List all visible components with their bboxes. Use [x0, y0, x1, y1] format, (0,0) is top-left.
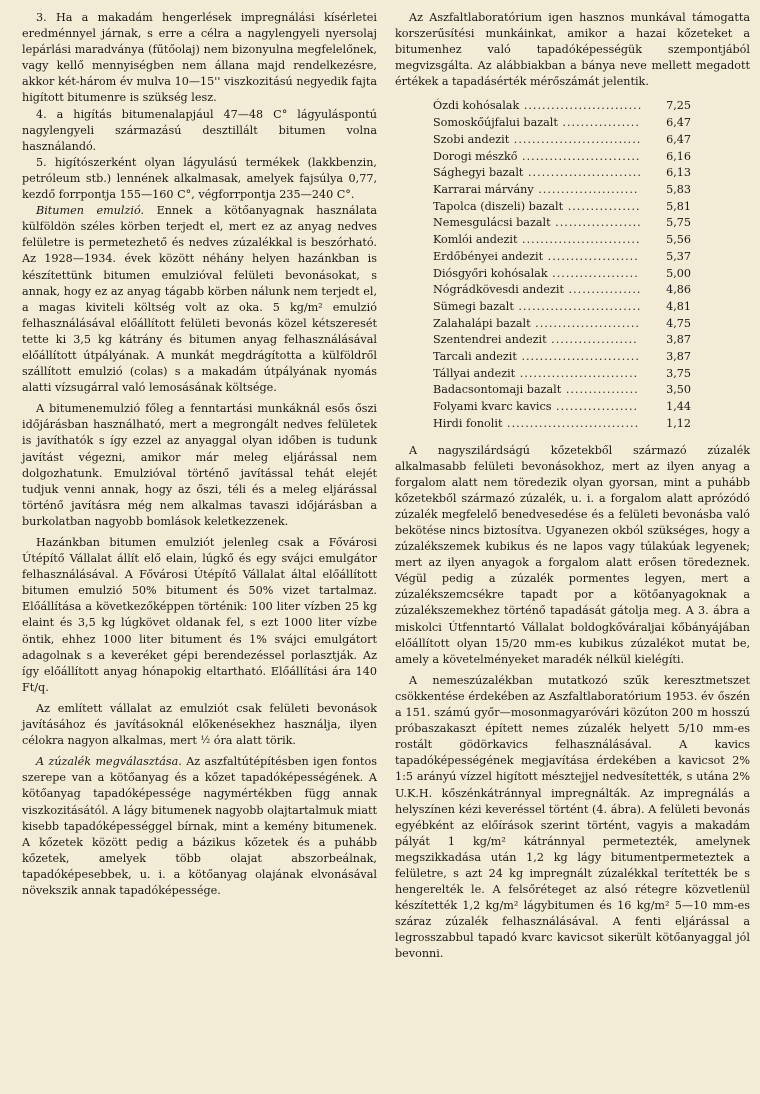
- adhesion-value: 4,75: [666, 316, 691, 330]
- leader-dots: .............................: [502, 416, 640, 430]
- table-row: [433, 332, 691, 349]
- paragraph-emulzio-fenntartas: A bitumenemulzió főleg a fenntartási munkáknál esős őszi időjárásban használható, mert a megrongált nedves felületek is javíthatók s így ezzel az anyaggal olyan időben is tudunk javítást végezni, amikor már meleg eljárással nem dolgozhatunk. Emulzióval történő javítással tehát elejét tudjuk venni annak, hogy az őszi, téli és a meleg eljárással történő javításra még nem alkalmas tavaszi időjárásban a burkolatban nagyobb bomlások keletkezzenek.: [22, 402, 377, 528]
- adhesion-value: 1,44: [666, 400, 691, 414]
- adhesion-value: 1,12: [666, 416, 691, 430]
- leader-dots: ...................: [546, 333, 638, 347]
- leader-dots: ..........................: [517, 233, 641, 247]
- table-row: [433, 132, 691, 149]
- leader-dots: .......................: [530, 316, 640, 330]
- leader-dots: ................: [563, 199, 641, 213]
- adhesion-value: 4,86: [666, 283, 691, 297]
- fraction-half: ½: [200, 735, 211, 747]
- paragraph-nemeszuzalek-proba: A nemeszúzalékban mutatkozó szűk keresztmetszet csökkentése érdekében az Aszfaltlaboratórium 1953. év őszén a 151. számú győr—mosonmagyaróvári közúton 200 m hosszú próbaszakaszt épített nemes zúzalék helyett 5/10 mm-es rostált gödörkavics felhasználásával. A kavics tapadóképességének megjavítása érdekében a kavicsot 2% 1:5 arányú vízzel higított mésztejjel nedvesítették, s utána 2% U.K.H. kőszénkátránnyal impregnálták. Az impregnálás a helyszínen kézi keveréssel történt (4. ábra). A felületi bevonás egyébként az előírások szerint történt, vagyis a makadám pályát 1 kg/m² kátránnyal permetezték, amelynek megszikkadása után 1,2 kg lágy bitumentpermeteztek a felületre, s azt 24 kg impregnált zúzalékkal terítették be s hengerelték le. A felsőréteget az alsó rétegre közvetlenül készítették 1,2 kg/m² lágybitumen és 16 kg/m² 5—10 mm-es száraz zúzalék felhasználásával. A fenti eljárással a legrosszabbul tapadó kvarc kavicsot sikerült kötőanyaggal jól bevonni.: [395, 673, 750, 961]
- paragraph-text-tail: óra alatt törik.: [210, 734, 296, 748]
- leader-dots: ...................: [550, 216, 642, 230]
- quarry-name: Diósgyőri kohósalak: [433, 266, 548, 280]
- adhesion-value: 3,87: [666, 333, 691, 347]
- adhesion-value: 5,83: [666, 182, 691, 196]
- leader-dots: .........................: [523, 166, 642, 180]
- table-row: [433, 149, 691, 166]
- quarry-name: Folyami kvarc kavics: [433, 400, 552, 414]
- paragraph-text: Az említett vállalat az emulziót csak felületi bevonások javításához és javításoknál előkenésekhez használja, ilyen célokra nagyon alkalmas, mert: [22, 701, 377, 748]
- right-column: [395, 10, 750, 1094]
- paragraph-zuzalek-megvalasztasa: [22, 754, 377, 899]
- quarry-name: Nógrádkövesdi andezit: [433, 283, 564, 297]
- quarry-name: Szentendrei andezit: [433, 333, 547, 347]
- paragraph-point-5: 5. higítószerként olyan lágyulású termékek (lakkbenzin, petróleum stb.) lennének alkalmasak, amelyek fajsúlya 0,77, kezdő forrpontja 155—160 C°, végforrpontja 235—240 C°.: [22, 155, 377, 202]
- adhesion-values-table: [433, 98, 691, 432]
- adhesion-value: 5,37: [666, 249, 691, 263]
- adhesion-value: 5,00: [666, 266, 691, 280]
- left-column: [22, 10, 377, 1094]
- table-row: [433, 266, 691, 283]
- table-row: [433, 299, 691, 316]
- leader-dots: ...................: [547, 266, 639, 280]
- quarry-name: Badacsontomaji bazalt: [433, 383, 562, 397]
- paragraph-laboratorium-intro: Az Aszfaltlaboratórium igen hasznos munkával támogatta korszerűsítési munkáinkat, amikor a hazai kőzeteket a bitumenhez való tapadóképességük szempontjából megvizsgálta. Az alábbiakban a bánya neve mellett megadott értékek a tapadásérték mérőszámát jelentik.: [395, 11, 750, 89]
- leader-dots: .................: [557, 116, 640, 130]
- leader-dots: ..........................: [516, 350, 640, 364]
- quarry-name: Sümegi bazalt: [433, 299, 514, 313]
- quarry-name: Tapolca (diszeli) bazalt: [433, 199, 564, 213]
- table-row: [433, 98, 691, 115]
- quarry-name: Somoskőújfalui bazalt: [433, 116, 558, 130]
- adhesion-value: 6,47: [666, 132, 691, 146]
- quarry-name: Szobi andezit: [433, 132, 510, 146]
- adhesion-values-body: [433, 98, 691, 432]
- leader-dots: ................: [563, 283, 642, 297]
- leader-dots: ...........................: [513, 299, 642, 313]
- table-row: [433, 165, 691, 182]
- adhesion-value: 5,56: [666, 233, 691, 247]
- table-row: [433, 232, 691, 249]
- adhesion-value: 5,75: [666, 216, 691, 230]
- leader-dots: ............................: [509, 132, 642, 146]
- table-row: [433, 382, 691, 399]
- leader-dots: ....................: [543, 249, 639, 263]
- leader-dots: ..........................: [517, 149, 641, 163]
- paragraph-bitumen-emulzio: [22, 203, 377, 396]
- quarry-name: Hirdi fonolit: [433, 416, 503, 430]
- table-row: [433, 282, 691, 299]
- quarry-name: Tállyai andezit: [433, 366, 516, 380]
- paragraph-emulzio-felhasznalas: [22, 701, 377, 749]
- table-row: [433, 399, 691, 416]
- paragraph-emulzio-gyartas: Hazánkban bitumen emulziót jelenleg csak a Fővárosi Útépítő Vállalat állít elő elain, lúgkő és egy svájci emulgátor felhasználásával. A Fővárosi Útépítő Vállalat által előállított bitumen emulzió 50% bitument és 50% vizet tartalmaz. Előállítása a következőképpen történik: 100 liter vízben 25 kg elaint és 3,5 kg lúgkövet oldanak fel, s ezt 1000 liter vízbe öntik, ehhez 1000 liter bitument és 1% svájci emulgátort adagolnak s a keveréket gépi berendezéssel porlasztják. Az így előállított anyag hónapokig eltartható. Előállítási ára 140 Ft/q.: [22, 536, 377, 694]
- quarry-name: Nemesgulácsi bazalt: [433, 216, 551, 230]
- quarry-name: Komlói andezit: [433, 233, 518, 247]
- quarry-name: Tarcali andezit: [433, 350, 517, 364]
- leader-dots: ................: [561, 383, 639, 397]
- paragraph-point-3: 3. Ha a makadám hengerlések impregnálási kísérletei eredménnyel járnak, s erre a célra a nagylengyeli nyersolaj lepárlási maradványa (fűtőolaj) nem bizonyulna megfelelőnek, vagy kellő mennyiségben nem állana majd rendelkezésre, akkor két-három év mulva 10—15'' viszkozitású negyedik fajta higított bitumenre is szükség lesz.: [22, 11, 377, 105]
- quarry-name: Dorogi mészkő: [433, 149, 518, 163]
- adhesion-value: 6,13: [666, 166, 691, 180]
- table-row: [433, 182, 691, 199]
- section-heading-bitumen-emulzio: Bitumen emulzió.: [36, 204, 145, 218]
- table-row: [433, 215, 691, 232]
- table-row: [433, 249, 691, 266]
- quarry-name: Sághegyi bazalt: [433, 166, 524, 180]
- table-row: [433, 349, 691, 366]
- adhesion-value: 6,16: [666, 149, 691, 163]
- leader-dots: ..........................: [515, 366, 639, 380]
- paragraph-nagyszilardsagu-kozetek: A nagyszilárdságú kőzetekből származó zúzalék alkalmasabb felületi bevonásokhoz, mert az ilyen anyag a forgalom alatt nem töredezik olyan gyorsan, mint a puhább kőzetekből származó zúzalék, u. i. a forgalom alatt aprózódó zúzalék megfelelő benedvesedése és a felületi bevonásba való bekötése nincs biztosítva. Ugyanezen okból szükséges, hogy a zúzalékszemek kubikus és ne lapos vagy túlakúak legyenek; mert az ilyen anyagok a forgalom alatt erősen töredeznek. Végül pedig a zúzalék pormentes legyen, mert a zúzalékszemcsékre tapadt por a kötőanyagoknak a zúzalékszemekhez történő tapadását gátolja meg. A 3. ábra a miskolci Útfenntartó Vállalat boldogkőváraljai kőbányájában előállított olyan 15/20 mm-es kubikus zúzalékot mutat be, amely a követelményeket maradék nélkül kielégíti.: [395, 443, 750, 666]
- paragraph-text: Ennek a kötőanyagnak használata külföldön széles körben terjedt el, mert ez az anyag nedves felületre is permetezhető és nedves zúzalékkal is beszórható. Az 1928—1934. évek között néhány helyen hazánkban is készítettünk bitumen emulzióval felületi bevonásokat, s annak, hogy ez az anyag tágabb körben nálunk nem terjedt el, a magas kiviteli költség volt az oka. 5 kg/m² emulzió felhasználásával előállított felületi bevonás közel kétszeresét tette ki 3,5 kg kátrány és bitumen anyag felhasználásával előállított útpályának. A munkát megdrágította a külföldről szállított emulzió (colas) s a makadám útpályának nyomás alatti vízsugárral való lemosásának költsége.: [22, 204, 377, 395]
- adhesion-value: 7,25: [666, 99, 691, 113]
- adhesion-value: 5,81: [666, 199, 691, 213]
- leader-dots: ..........................: [519, 99, 643, 113]
- leader-dots: ..................: [551, 400, 639, 414]
- leader-dots: ......................: [533, 182, 639, 196]
- table-row: [433, 115, 691, 132]
- table-row: [433, 416, 691, 433]
- table-row: [433, 366, 691, 383]
- adhesion-value: 3,87: [666, 350, 691, 364]
- adhesion-value: 3,50: [666, 383, 691, 397]
- section-heading-zuzalek: A zúzalék megválasztása.: [36, 755, 182, 769]
- quarry-name: Ózdi kohósalak: [433, 99, 520, 113]
- quarry-name: Erdőbényei andezit: [433, 249, 544, 263]
- quarry-name: Karrarai márvány: [433, 182, 534, 196]
- paragraph-text: Az aszfaltútépítésben igen fontos szerepe van a kötőanyag és a kőzet tapadóképességének. A kötőanyag tapadóképessége nagymértékben függ annak viszkozitásától. A lágy bitumenek nagyobb olajtartalmuk miatt kisebb tapadóképességgel bírnak, mint a kemény bitumenek. A kőzetek között pedig a bázikus kőzetek és a puhább kőzetek, amelyek több olajat abszorbeálnak, tapadóképesebbek, u. i. a kötőanyag olajának elvonásával növekszik annak tapadóképessége.: [22, 755, 378, 897]
- paragraph-point-4: 4. a higítás bitumenalapjául 47—48 C° lágyuláspontú nagylengyeli származású desztillált bitumen volna használandó.: [22, 107, 377, 153]
- table-row: [433, 199, 691, 216]
- adhesion-value: 6,47: [666, 116, 691, 130]
- table-row: [433, 316, 691, 333]
- adhesion-value: 3,75: [666, 366, 691, 380]
- quarry-name: Zalahalápi bazalt: [433, 316, 531, 330]
- adhesion-value: 4,81: [666, 299, 691, 313]
